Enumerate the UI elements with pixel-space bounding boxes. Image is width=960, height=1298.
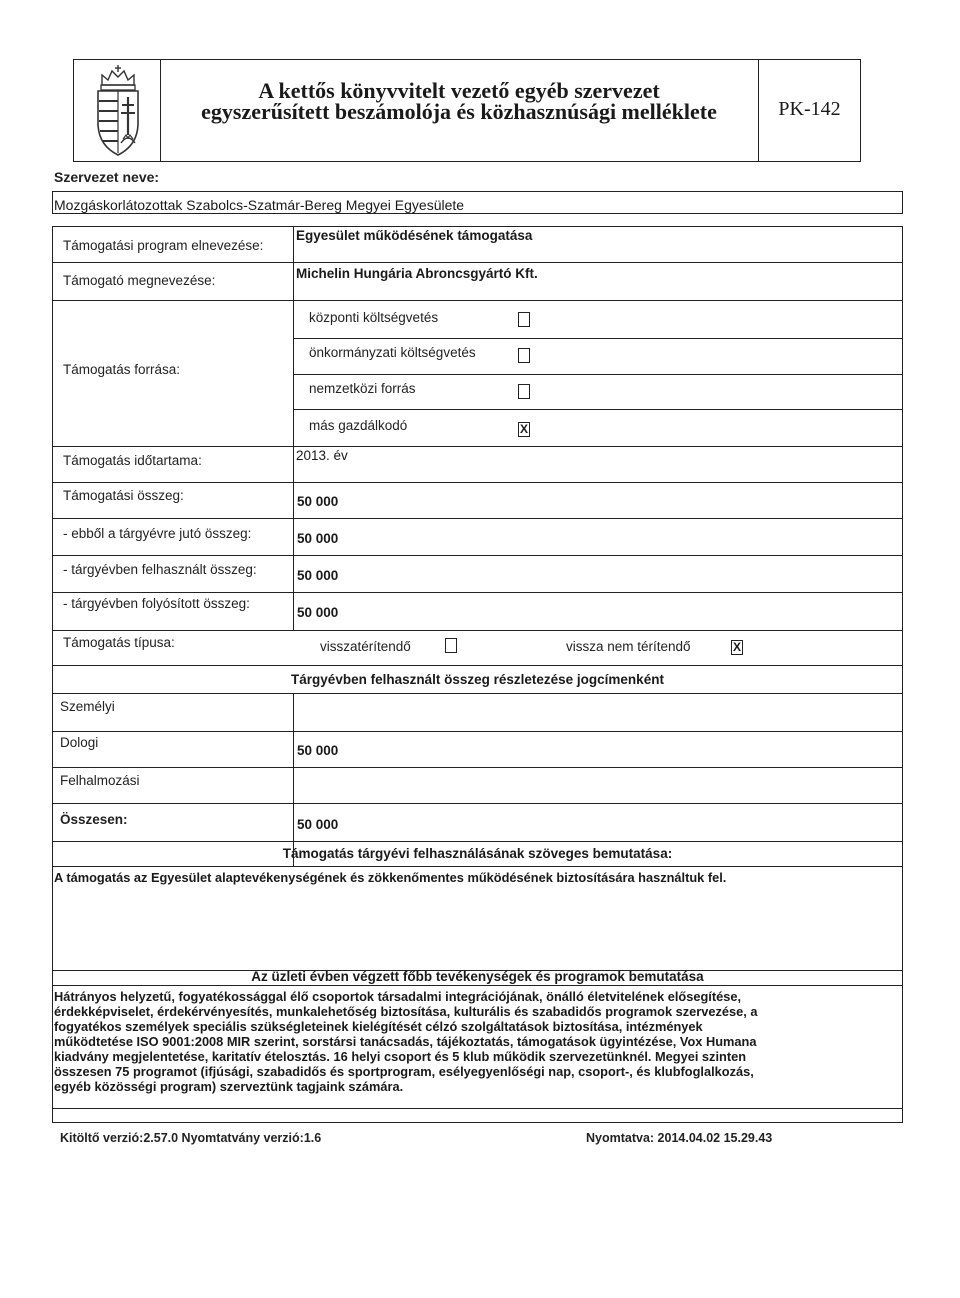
type-refundable-label: visszatérítendő <box>320 639 411 654</box>
activities-line: működtetése ISO 9001:2008 MIR szerint, sorstársi tanácsadás, tájékoztatás, támogatások ügyintézése, Vox Humana <box>54 1034 757 1049</box>
source-checkbox[interactable]: X <box>519 422 528 436</box>
activities-line: fogyatékos személyek speciális szükségleteinek kielégítését célzó szolgáltatások biztosítása, intézmények <box>54 1019 703 1034</box>
rule-duration <box>52 482 903 483</box>
source-option-label: központi költségvetés <box>309 310 439 325</box>
total-label: Összesen: <box>60 812 128 827</box>
activities-line: Hátrányos helyzetű, fogyatékossággal élő csoportok társadalmi integrációjának, önálló életvitelének elősegítése, <box>54 989 742 1004</box>
rule-total <box>52 841 903 842</box>
activities-line: összesen 75 programot (ifjúsági, szabadidős és sportprogram, esélyegyenlőségi nap, csoport-, és klubfoglalkozás, <box>54 1064 754 1079</box>
material-value: 50 000 <box>297 743 339 758</box>
program-value: Egyesület működésének támogatása <box>296 228 533 243</box>
breakdown-heading: Tárgyévben felhasznált összeg részletezése jogcímenként <box>291 672 664 687</box>
personal-label: Személyi <box>60 699 115 714</box>
activities-line: érdekképviselet, érdekérvényesítés, munkalehetőség biztosítása, kulturális és szabadidős programok szervezése, a <box>54 1004 758 1019</box>
source-checkbox[interactable] <box>518 348 530 363</box>
rule-usage-head <box>52 866 903 867</box>
type-nonrefundable-label: vissza nem térítendő <box>566 639 691 654</box>
rule-source-2 <box>293 374 903 375</box>
rule-breakdown-head <box>52 693 903 694</box>
rule-used <box>52 592 903 593</box>
capital-label: Felhalmozási <box>60 773 140 788</box>
org-name-label: Szervezet neve: <box>54 169 160 185</box>
footer-version: Kitöltő verzió:2.57.0 Nyomtatvány verzió:1.6 <box>60 1131 322 1145</box>
source-checkbox[interactable] <box>518 312 530 327</box>
used-label: - tárgyévben felhasznált összeg: <box>63 562 257 577</box>
form-title-line1: A kettős könyvvitelt vezető egyéb szervezet <box>258 78 660 103</box>
source-label: Támogatás forrása: <box>63 362 181 377</box>
column-divider-upper <box>293 226 294 630</box>
rule-amount <box>52 518 903 519</box>
duration-value: 2013. év <box>296 448 348 463</box>
rule-type <box>52 665 903 666</box>
rule-source-end <box>52 446 903 447</box>
activities-line: egyéb közösségi program) szerveztünk tagjaink számára. <box>54 1079 404 1094</box>
activities-line: kiadvány megjelentetése, karitatív ételosztás. 16 helyi csoport és 5 klub működik szervezetünknél. Megyei szinten <box>54 1049 747 1064</box>
year-share-label: - ebből a tárgyévre jutó összeg: <box>63 526 252 541</box>
activities-heading: Az üzleti évben végzett főbb tevékenységek és programok bemutatása <box>251 969 704 984</box>
rule-donor <box>52 300 903 301</box>
paid-value: 50 000 <box>297 605 339 620</box>
type-label: Támogatás típusa: <box>63 635 175 650</box>
usage-heading: Támogatás tárgyévi felhasználásának szöveges bemutatása: <box>282 846 673 861</box>
type-nonrefundable-checkbox[interactable]: X <box>732 640 741 654</box>
form-code: PK-142 <box>778 98 841 120</box>
material-label: Dologi <box>60 735 99 750</box>
rule-capital <box>52 803 903 804</box>
usage-text: A támogatás az Egyesület alaptevékenységének és zökkenőmentes működésének biztosítására használtuk fel. <box>54 870 727 885</box>
rule-paid <box>52 630 903 631</box>
rule-material <box>52 767 903 768</box>
year-share-value: 50 000 <box>297 531 339 546</box>
duration-label: Támogatás időtartama: <box>63 453 202 468</box>
donor-value: Michelin Hungária Abroncsgyártó Kft. <box>296 266 538 281</box>
used-value: 50 000 <box>297 568 339 583</box>
form-title-line2: egyszerűsített beszámolója és közhasznúsági melléklete <box>201 99 717 124</box>
coat-of-arms-icon <box>88 63 148 158</box>
rule-source-3 <box>293 409 903 410</box>
rule-source-1 <box>293 338 903 339</box>
source-option-label: más gazdálkodó <box>309 418 408 433</box>
total-value: 50 000 <box>297 817 339 832</box>
paid-label: - tárgyévben folyósított összeg: <box>63 596 250 611</box>
footer-printed: Nyomtatva: 2014.04.02 15.29.43 <box>586 1131 773 1145</box>
org-name-value: Mozgáskorlátozottak Szabolcs-Szatmár-Bereg Megyei Egyesülete <box>54 197 465 213</box>
rule-activities-end <box>52 1108 903 1109</box>
donor-label: Támogató megnevezése: <box>63 273 216 288</box>
amount-value: 50 000 <box>297 494 339 509</box>
source-option-label: önkormányzati költségvetés <box>309 345 476 360</box>
rule-program <box>52 262 903 263</box>
rule-share <box>52 555 903 556</box>
program-label: Támogatási program elnevezése: <box>63 238 264 253</box>
rule-personal <box>52 731 903 732</box>
rule-activities-head <box>52 985 903 986</box>
source-checkbox[interactable] <box>518 384 530 399</box>
amount-label: Támogatási összeg: <box>63 488 184 503</box>
type-refundable-checkbox[interactable] <box>445 638 457 653</box>
source-option-label: nemzetközi forrás <box>309 381 416 396</box>
